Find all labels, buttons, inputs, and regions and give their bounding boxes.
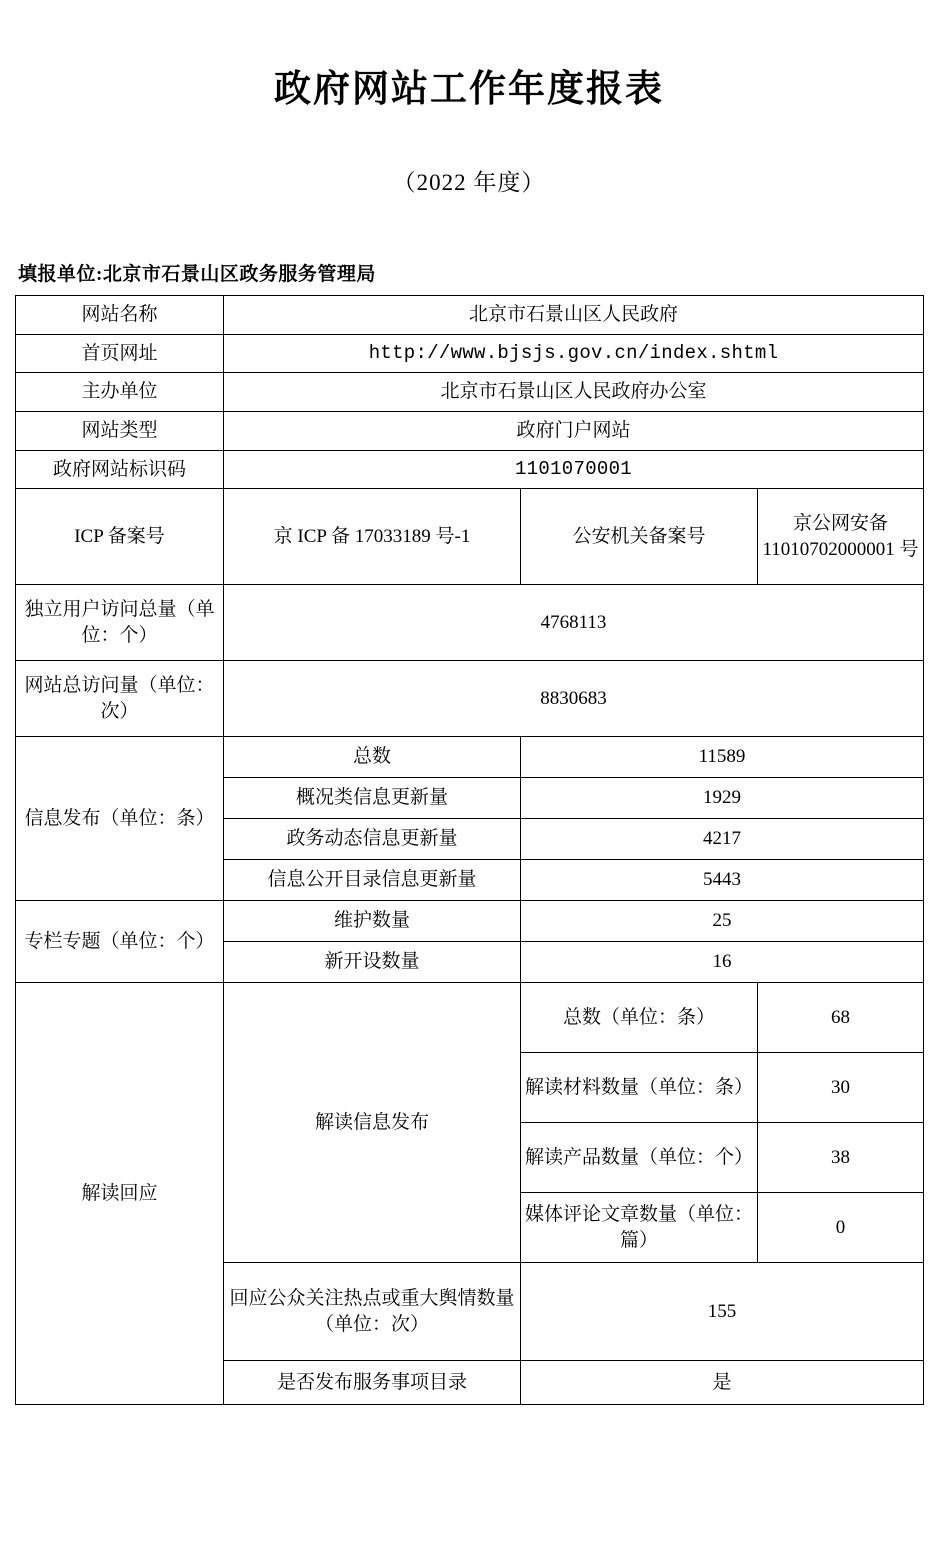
table-row: [16, 334, 924, 373]
police-record-label: 公安机关备案号: [521, 489, 758, 585]
site-type-value: 政府门户网站: [224, 411, 924, 450]
special-column-item-value: 25: [521, 901, 924, 942]
info-publish-item-label: 总数: [224, 737, 521, 778]
hotspot-response-value: 155: [521, 1263, 924, 1361]
page-subtitle: （2022 年度）: [392, 170, 546, 195]
icp-label: ICP 备案号: [16, 489, 224, 585]
interpretation-label: 解读回应: [16, 983, 224, 1405]
special-column-item-label: 新开设数量: [224, 942, 521, 983]
table-row: [16, 737, 924, 778]
police-record-value: 京公网安备 11010702000001 号: [758, 489, 924, 585]
special-column-item-value: 16: [521, 942, 924, 983]
table-row: [16, 901, 924, 942]
info-publish-label: 信息发布（单位：条）: [16, 737, 224, 901]
info-publish-item-label: 概况类信息更新量: [224, 778, 521, 819]
sponsor-value: 北京市石景山区人民政府办公室: [224, 373, 924, 412]
table-row: [16, 489, 924, 585]
info-publish-item-value: 11589: [521, 737, 924, 778]
table-row: [16, 661, 924, 737]
total-visits-label: 网站总访问量（单位：次）: [16, 661, 224, 737]
service-catalog-label: 是否发布服务事项目录: [224, 1361, 521, 1405]
total-visits-value: 8830683: [224, 661, 924, 737]
table-row: [16, 411, 924, 450]
interpretation-item-value: 0: [758, 1193, 924, 1263]
interpretation-item-label: 媒体评论文章数量（单位：篇）: [521, 1193, 758, 1263]
interpretation-item-value: 38: [758, 1123, 924, 1193]
site-code-value: 1101070001: [224, 450, 924, 489]
reporting-unit: 填报单位:北京市石景山区政务服务管理局: [18, 264, 376, 285]
unique-visitors-label: 独立用户访问总量（单位：个）: [16, 585, 224, 661]
special-column-item-label: 维护数量: [224, 901, 521, 942]
table-row: [16, 585, 924, 661]
site-name-label: 网站名称: [16, 296, 224, 335]
site-type-label: 网站类型: [16, 411, 224, 450]
homepage-value: http://www.bjsjs.gov.cn/index.shtml: [224, 334, 924, 373]
info-publish-item-value: 4217: [521, 819, 924, 860]
interpretation-item-label: 总数（单位：条）: [521, 983, 758, 1053]
interpretation-item-value: 68: [758, 983, 924, 1053]
interpretation-item-label: 解读产品数量（单位：个）: [521, 1123, 758, 1193]
info-publish-item-label: 政务动态信息更新量: [224, 819, 521, 860]
unique-visitors-value: 4768113: [224, 585, 924, 661]
report-page: [0, 58, 938, 1405]
service-catalog-value: 是: [521, 1361, 924, 1405]
site-name-value: 北京市石景山区人民政府: [224, 296, 924, 335]
table-row: [16, 296, 924, 335]
info-publish-item-value: 5443: [521, 860, 924, 901]
table-row: [16, 373, 924, 412]
interpretation-publish-label: 解读信息发布: [224, 983, 521, 1263]
table-row: [16, 450, 924, 489]
table-row: [16, 983, 924, 1053]
page-title: 政府网站工作年度报表: [274, 68, 664, 109]
site-code-label: 政府网站标识码: [16, 450, 224, 489]
icp-value: 京 ICP 备 17033189 号-1: [224, 489, 521, 585]
special-column-label: 专栏专题（单位：个）: [16, 901, 224, 983]
sponsor-label: 主办单位: [16, 373, 224, 412]
interpretation-item-value: 30: [758, 1053, 924, 1123]
info-publish-item-label: 信息公开目录信息更新量: [224, 860, 521, 901]
interpretation-item-label: 解读材料数量（单位：条）: [521, 1053, 758, 1123]
homepage-label: 首页网址: [16, 334, 224, 373]
info-publish-item-value: 1929: [521, 778, 924, 819]
annual-report-table: [15, 295, 924, 1405]
hotspot-response-label: 回应公众关注热点或重大舆情数量（单位：次）: [224, 1263, 521, 1361]
